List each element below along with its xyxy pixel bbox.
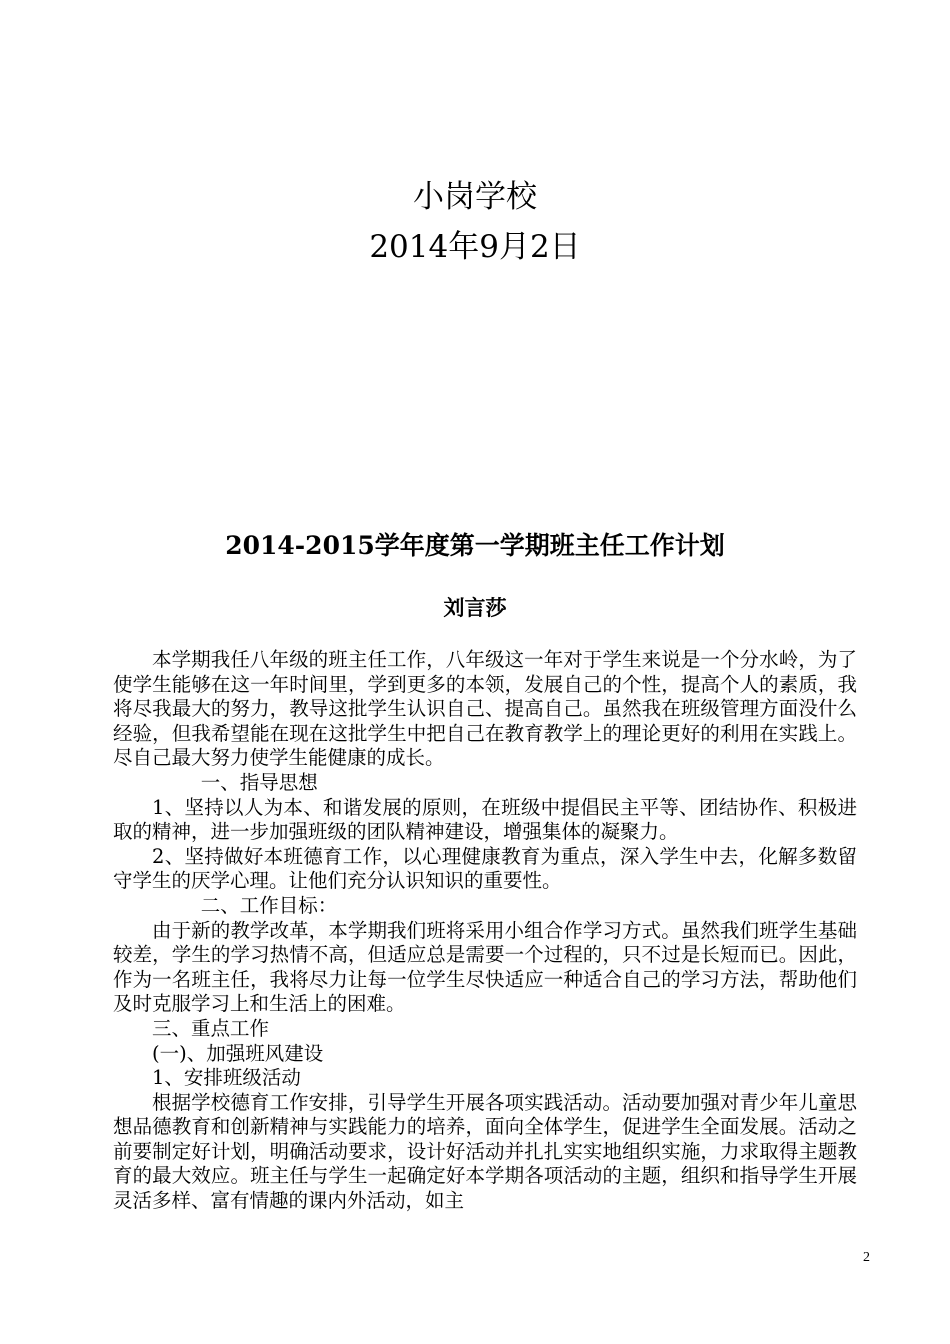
cover-block [0, 172, 950, 272]
section-heading-work-goals: 二、工作目标： [200, 893, 338, 917]
section-heading-guiding-ideology: 一、指导思想 [200, 770, 318, 794]
class-activities-paragraph: 根据学校德育工作安排，引导学生开展各项实践活动。活动要加强对青少年儿童思想品德教育和创新精神与实践能力的培养，面向全体学生，促进学生全面发展。活动之前要制定好计划，明确活动要求，设计好活动并扎扎实实地组织实施，力求取得主题教育的最大效应。班主任与学生一起确定好本学期各项活动的主题，组织和指导学生开展灵活多样、富有情趣的课内外活动，如主 [113, 1090, 857, 1213]
document-body [113, 648, 857, 1214]
guiding-point-2: 2、坚持做好本班德育工作，以心理健康教育为重点，深入学生中去，化解多数留守学生的厌学心理。让他们充分认识知识的重要性。 [113, 844, 857, 893]
cover-date: 2014年9月2日 [369, 229, 581, 265]
document-author: 刘言莎 [443, 595, 507, 620]
section-heading-key-work: 三、重点工作 [152, 1016, 270, 1040]
document-title: 2014-2015学年度第一学期班主任工作计划 [225, 531, 725, 560]
page-number: 2 [863, 1250, 870, 1265]
intro-paragraph: 本学期我任八年级的班主任工作，八年级这一年对于学生来说是一个分水岭，为了使学生能够在这一年时间里，学到更多的本领，发展自己的个性，提高个人的素质，我将尽我最大的努力，教导这批学生认识自己、提高自己。虽然我在班级管理方面没什么经验，但我希望能在现在这批学生中把自己在教育教学上的理论更好的利用在实践上。尽自己最大努力使学生能健康的成长。 [113, 648, 857, 770]
item-heading-class-activities: 1、安排班级活动 [152, 1066, 301, 1090]
guiding-point-1: 1、坚持以人为本、和谐发展的原则，在班级中提倡民主平等、团结协作、积极进取的精神，进一步加强班级的团队精神建设，增强集体的凝聚力。 [113, 795, 857, 844]
school-name: 小岗学校 [413, 179, 537, 215]
work-goals-paragraph: 由于新的教学改革，本学期我们班将采用小组合作学习方式。虽然我们班学生基础较差，学生的学习热情不高，但适应总是需要一个过程的，只不过是长短而已。因此，作为一名班主任，我将尽力让每一位学生尽快适应一种适合自己的学习方法，帮助他们及时克服学习上和生活上的困难。 [113, 918, 857, 1016]
subsection-heading-class-style: (一)、加强班风建设 [152, 1041, 324, 1065]
